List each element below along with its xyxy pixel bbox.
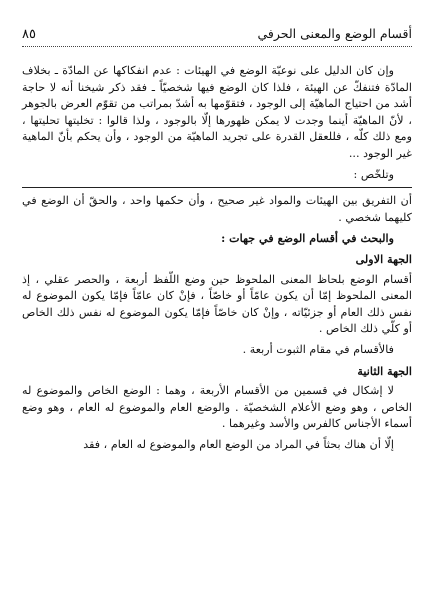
heading-first-aspect: الجهة الاولى (355, 251, 412, 266)
summary-label: وتلخّص : (353, 167, 394, 181)
section-heading: والبحث في أقسام الوضع في جهات : (221, 231, 394, 246)
paragraph-6: إلّا أن هناك بحثاً في المراد من الوضع العام والموضوع له العام ، فقد (83, 437, 394, 451)
paragraph-4: فالأقسام في مقام الثبوت أربعة . (242, 342, 394, 356)
page-body (22, 63, 412, 453)
divider (22, 187, 412, 188)
page-header (22, 24, 412, 47)
page-number: ٨٥ (22, 27, 36, 42)
heading-second-aspect: الجهة الثانية (357, 363, 412, 378)
paragraph-2: أن التفريق بين الهيئات والمواد غير صحيح ، وأن حكمها واحد ، والحقّ أن الوضع في كليهما شخصي . (22, 194, 412, 224)
paragraph-3: أقسام الوضع بلحاظ المعنى الملحوظ حين وضع اللّفظ أربعة ، والحصر عقلي ، إذ المعنى الملحوظ إمّا أن يكون عامّاً أو خاصّاً ، فإنْ كان عامّاً فإمّا يكون الموضوع له نفس ذلك العام أو جزئيّاته ، وإنْ كان خاصّاً فإمّا يكون الموضوع له نفس ذلك الخاص أو كلّي ذلك الخاص . (22, 272, 412, 336)
paragraph-1: وإن كان الدليل على نوعيّة الوضع في الهيئات : عدم انفكاكها عن المادّة ـ بخلاف المادّة فتنفكّ عن الهيئة ، فلذا كان الوضع فيها شخصيّاً ـ فقد ذكر شيخنا أنه لا حاجة أشد من احتياج الماهيّة إلى الوجود ، فتقوّمها به أشدّ بمراتب من تقوّم العرض بالجوهر ، لأنّ الماهيّة أينما وجدت لا يمكن ظهورها إلّا بالوجود ، ولذا قالوا : تخليتها تحليتها ، ومع ذلك كلّه ، فللعقل القدرة على تجريد الماهيّة من الوجود ، وأن يحكم بأنّ الماهية غير الوجود ... (22, 64, 412, 160)
paragraph-5: لا إشكال في قسمين من الأقسام الأربعة ، وهما : الوضع الخاص والموضوع له الخاص ، وهو وضع الأعلام الشخصيّة . والوضع العام والموضوع له العام ، وهو وضع أسماء الأجناس كالفرس والأسد وغيرهما . (22, 384, 412, 431)
header-title: أقسام الوضع والمعنى الحرفي (257, 26, 412, 41)
